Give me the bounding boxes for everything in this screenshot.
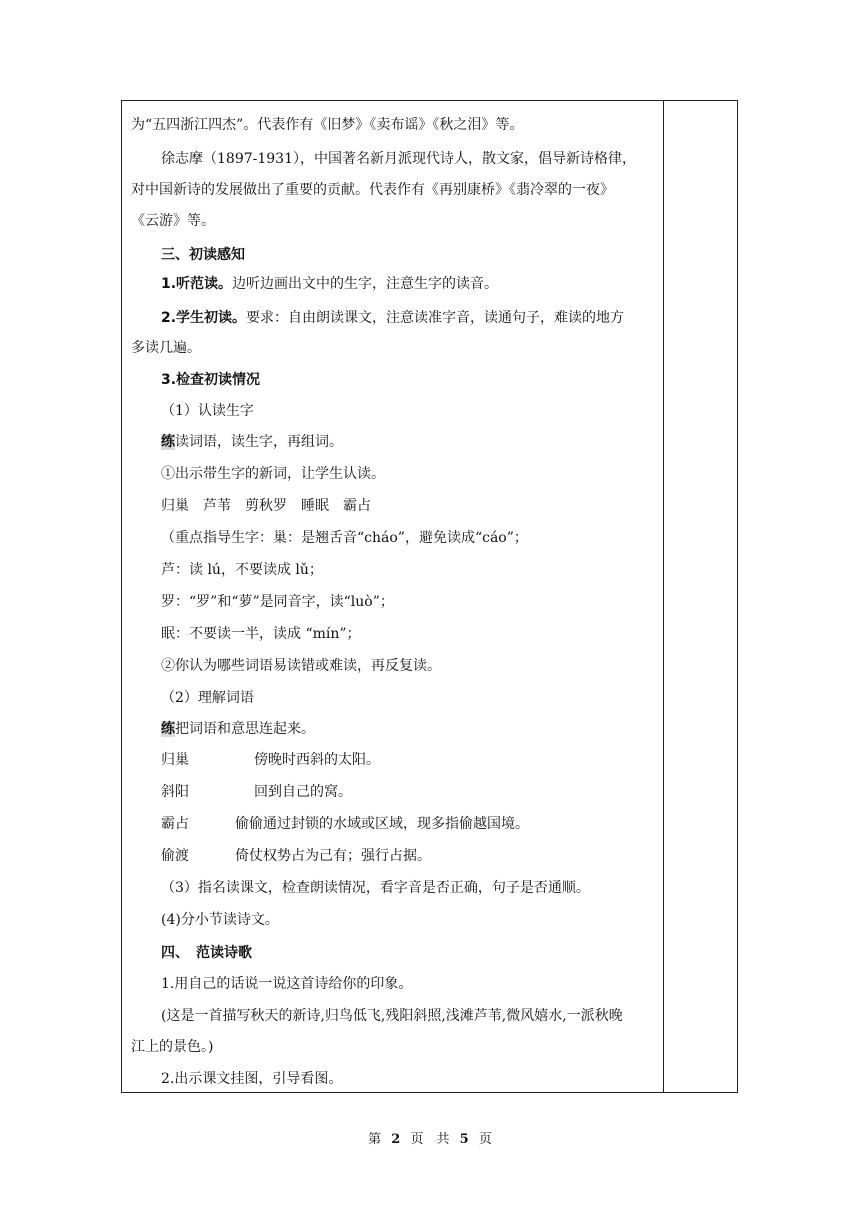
match-meaning: 倚仗权势占为己有；强行占据。 [235,848,431,864]
exercise-line [161,432,343,452]
match-meaning: 偷偷通过封锁的水域或区域，现多指偷越国境。 [235,816,529,832]
sub-heading: （1）认读生字 [161,403,254,419]
paragraph-line: ②你认为哪些词语易读错或难读，再反复读。 [161,658,441,674]
sub-heading: （3）指名读课文，检查朗读情况，看字音是否正确，句子是否通顺。 [161,880,590,896]
exercise-text: 读词语，读生字，再组词。 [175,434,343,450]
step-heading: 3.检查初读情况 [161,372,261,388]
match-meaning: 回到自己的窝。 [254,784,352,800]
step-text: 要求：自由朗读课文，注意读准字音，读通句子，难读的地方 [246,310,625,326]
footer-prefix: 第 [368,1132,382,1147]
paragraph-line: 多读几遍。 [131,340,201,356]
paragraph-line: ①出示带生字的新词，让学生认读。 [161,466,385,482]
paragraph-line: 为“五四浙江四杰”。代表作有《旧梦》《卖布谣》《秋之泪》等。 [131,117,524,133]
table-column-divider [663,100,664,1093]
paragraph-line: 江上的景色。) [131,1039,214,1055]
step-text: 边听边画出文中的生字，注意生字的读音。 [232,276,499,292]
total-page-number: 5 [459,1132,469,1147]
practice-mark: 练 [161,721,175,737]
paragraph-line: 2.出示课文挂图，引导看图。 [161,1071,343,1087]
paragraph-line: 《云游》等。 [131,213,215,229]
step-line [161,274,498,294]
section-heading: 四、 范读诗歌 [161,945,252,961]
paragraph-line: 1.用自己的话说一说这首诗给你的印象。 [161,976,413,992]
practice-mark: 练 [161,434,175,450]
note-line: 罗：“罗”和“萝”是同音字，读“luò”； [161,594,394,610]
section-heading: 三、初读感知 [161,247,245,263]
match-word: 霸占 [161,816,189,832]
match-word: 偷渡 [161,848,189,864]
current-page-number: 2 [391,1132,401,1147]
page-footer [0,1132,860,1148]
note-line: （重点指导生字：巢：是翘舌音“cháo”，避免读成“cáo”； [161,530,528,546]
match-meaning: 傍晚时西斜的太阳。 [254,752,380,768]
match-word: 归巢 [161,752,189,768]
match-word: 斜阳 [161,784,189,800]
paragraph-line: (这是一首描写秋天的新诗,归鸟低飞,残阳斜照,浅滩芦苇,微风嬉水,一派秋晚 [161,1008,623,1024]
step-label: 1.听范读。 [161,276,233,292]
sub-heading: （2）理解词语 [161,690,254,706]
exercise-text: 把词语和意思连起来。 [175,721,315,737]
step-label: 2.学生初读。 [161,310,247,326]
paragraph-line: 对中国新诗的发展做出了重要的贡献。代表作有《再别康桥》《翡冷翠的一夜》 [131,182,614,198]
exercise-line [161,719,315,739]
footer-middle: 页 共 [410,1132,450,1147]
footer-suffix: 页 [478,1132,492,1147]
note-line: 芦：读 lú，不要读成 lǔ； [161,562,323,578]
paragraph-line: 徐志摩（1897-1931），中国著名新月派现代诗人，散文家，倡导新诗格律， [161,151,636,167]
note-line: 眠：不要读一半，读成 “mín”； [161,626,361,642]
sub-heading: (4)分小节读诗文。 [161,912,279,928]
step-line [161,308,624,328]
word-list: 归巢 芦苇 剪秋罗 睡眠 霸占 [161,498,371,514]
